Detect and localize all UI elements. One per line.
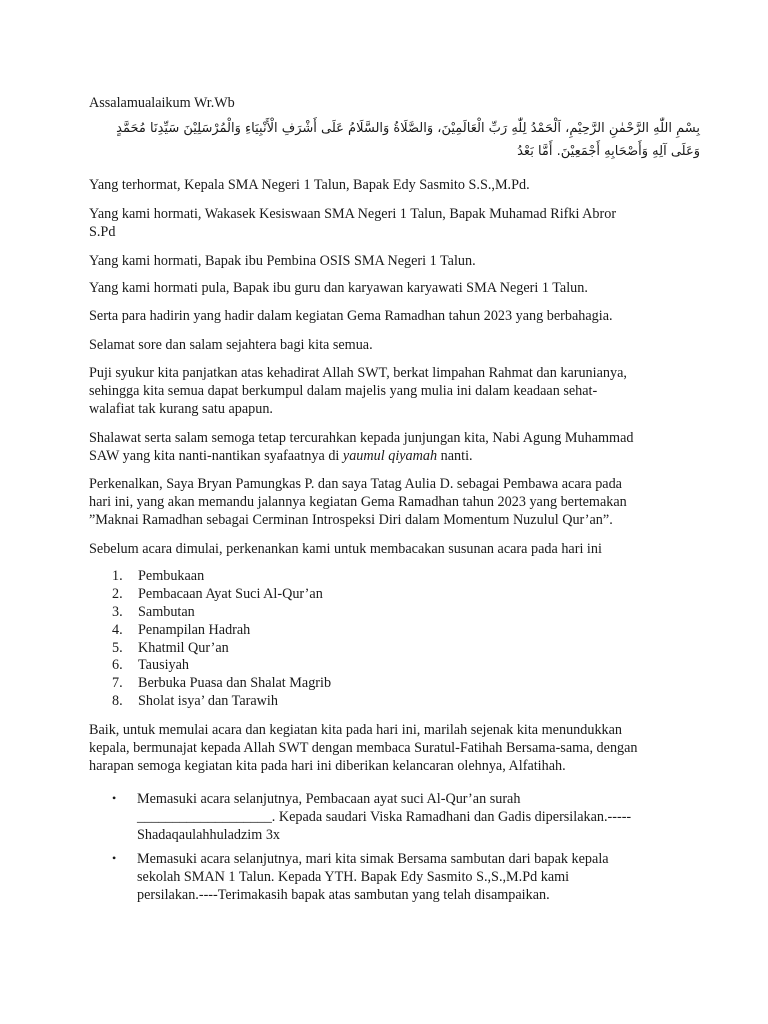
bullet-1-line-2: ___________________. Kepada saudari Viska Ramadhani dan Gadis dipersilakan.----- xyxy=(137,809,632,825)
fatihah-line-3: harapan semoga kegiatan kita pada hari ini diberikan kelancaran olehnya, Alfatihah. xyxy=(89,758,566,774)
agenda-number: 8. xyxy=(112,693,123,709)
agenda-number: 6. xyxy=(112,657,123,673)
agenda-label: Penampilan Hadrah xyxy=(138,622,251,638)
bullet-2-line-2: sekolah SMAN 1 Talun. Kepada YTH. Bapak Edy Sasmito S.,S.,M.Pd kami xyxy=(137,869,570,885)
fatihah-line-1: Baik, untuk memulai acara dan kegiatan kita pada hari ini, marilah sejenak kita menundukkan xyxy=(89,722,623,738)
shalawat-line-1: Shalawat serta salam semoga tetap tercurahkan kepada junjungan kita, Nabi Agung Muhammad xyxy=(89,430,634,446)
agenda-item xyxy=(112,585,323,603)
salutation-wakasek-line-1: Yang kami hormati, Wakasek Kesiswaan SMA Negeri 1 Talun, Bapak Muhamad Rifki Abror xyxy=(89,206,617,222)
bullet-1-line-1: Memasuki acara selanjutnya, Pembacaan ayat suci Al-Qur’an surah xyxy=(137,791,521,807)
agenda-label: Sambutan xyxy=(138,604,195,620)
agenda-number: 3. xyxy=(112,604,123,620)
perkenalan-line-1: Perkenalkan, Saya Bryan Pamungkas P. dan saya Tatag Aulia D. sebagai Pembawa acara pada xyxy=(89,476,622,492)
bullet-2-line-3: persilakan.----Terimakasih bapak atas sambutan yang telah disampaikan. xyxy=(137,887,550,903)
shalawat-text-pre: SAW yang kita nanti-nantikan syafaatnya di xyxy=(89,448,343,464)
agenda-number: 2. xyxy=(112,586,123,602)
agenda-item xyxy=(112,621,250,639)
agenda-number: 5. xyxy=(112,640,123,656)
bullet-1-line-3: Shadaqaulahhuladzim 3x xyxy=(137,827,281,843)
agenda-label: Pembukaan xyxy=(138,568,205,584)
agenda-number: 4. xyxy=(112,622,123,638)
greeting-sore: Selamat sore dan salam sejahtera bagi kita semua. xyxy=(89,337,373,353)
shalawat-text-post: nanti. xyxy=(437,448,473,464)
agenda-label: Pembacaan Ayat Suci Al-Qur’an xyxy=(138,586,323,602)
perkenalan-line-2: hari ini, yang akan memandu jalannya kegiatan Gema Ramadhan tahun 2023 yang bertemakan xyxy=(89,494,627,510)
salutation-guru-karyawan: Yang kami hormati pula, Bapak ibu guru dan karyawan karyawati SMA Negeri 1 Talun. xyxy=(89,280,588,296)
agenda-label: Berbuka Puasa dan Shalat Magrib xyxy=(138,675,332,691)
agenda-item xyxy=(112,603,195,621)
puji-syukur-line-2: sehingga kita semua dapat berkumpul dalam majelis yang mulia ini dalam keadaan sehat- xyxy=(89,383,598,399)
salutation-kepala-sekolah: Yang terhormat, Kepala SMA Negeri 1 Talun, Bapak Edy Sasmito S.S.,M.Pd. xyxy=(89,177,530,193)
agenda-number: 1. xyxy=(112,568,123,584)
agenda-item xyxy=(112,639,229,657)
salutation-pembina-osis: Yang kami hormati, Bapak ibu Pembina OSIS SMA Negeri 1 Talun. xyxy=(89,253,476,269)
agenda-label: Sholat isya’ dan Tarawih xyxy=(138,693,278,709)
bullet-dot-icon: • xyxy=(112,791,117,805)
salutation-wakasek-line-2: S.Pd xyxy=(89,224,116,240)
greeting: Assalamualaikum Wr.Wb xyxy=(89,95,235,111)
agenda-label: Khatmil Qur’an xyxy=(138,640,229,656)
agenda-item xyxy=(112,674,331,692)
puji-syukur-line-1: Puji syukur kita panjatkan atas kehadirat Allah SWT, berkat limpahan Rahmat dan karunianya, xyxy=(89,365,627,381)
shalawat-line-2 xyxy=(89,447,473,465)
agenda-label: Tausiyah xyxy=(138,657,190,673)
arabic-opening-line-1: بِسْمِ اللّٰهِ الرَّحْمٰنِ الرَّحِيْمِ، اَلْحَمْدُ لِلّٰهِ رَبِّ الْعَالَمِيْنَ، وَالصَّلَاةُ وَالسَّلَامُ عَلَى أَشْرَفِ الْأَنْبِيَاءِ وَالْمُرْسَلِيْنَ سَيِّدِنَا مُحَمَّدٍ xyxy=(116,121,700,136)
puji-syukur-line-3: walafiat tak kurang satu apapun. xyxy=(89,401,273,417)
agenda-item xyxy=(112,656,189,674)
yaumul-qiyamah-italic: yaumul qiyamah xyxy=(342,448,438,464)
bullet-dot-icon: • xyxy=(112,851,117,865)
perkenalan-line-3: ”Maknai Ramadhan sebagai Cerminan Introspeksi Diri dalam Momentum Nuzulul Qur’an”. xyxy=(89,512,613,528)
salutation-hadirin: Serta para hadirin yang hadir dalam kegiatan Gema Ramadhan tahun 2023 yang berbahagia. xyxy=(89,308,613,324)
bullet-2-line-1: Memasuki acara selanjutnya, mari kita simak Bersama sambutan dari bapak kepala xyxy=(137,851,609,867)
susunan-acara-intro: Sebelum acara dimulai, perkenankan kami untuk membacakan susunan acara pada hari ini xyxy=(89,541,602,557)
agenda-item xyxy=(112,567,204,585)
arabic-opening-line-2: وَعَلَى آلِهِ وَأَصْحَابِهِ أَجْمَعِيْنَ. أَمَّا بَعْدُ xyxy=(517,144,700,159)
fatihah-line-2: kepala, bermunajat kepada Allah SWT dengan membaca Suratul-Fatihah Bersama-sama, dengan xyxy=(89,740,638,756)
agenda-item xyxy=(112,692,278,710)
agenda-number: 7. xyxy=(112,675,123,691)
